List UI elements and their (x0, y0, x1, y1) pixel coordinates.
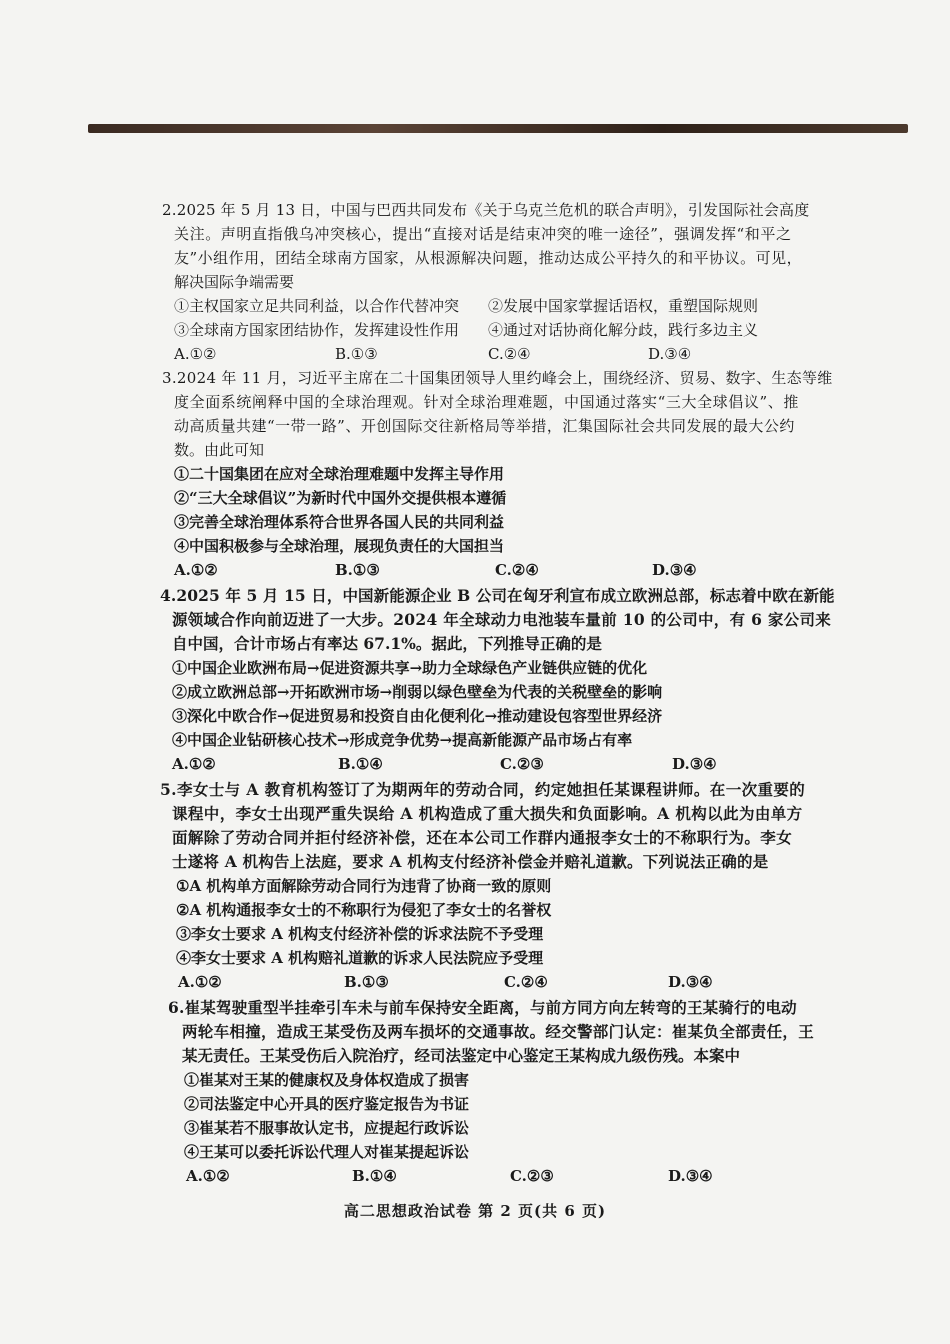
choice-c: C.②③ (500, 755, 544, 773)
statement-1: ①中国企业欧洲布局→促进资源共享→助力全球绿色产业链供应链的优化 (172, 659, 648, 677)
statement-3: ③完善全球治理体系符合世界各国人民的共同利益 (174, 513, 505, 531)
question-stem-line: 4.2025 年 5 月 15 日，中国新能源企业 B 公司在匈牙利宣布成立欧洲总部，标志着中欧在新能 (160, 586, 835, 605)
statement-2: ②成立欧洲总部→开拓欧洲市场→削弱以绿色壁垒为代表的关税壁垒的影响 (172, 683, 663, 701)
statement-2: ②A 机构通报李女士的不称职行为侵犯了李女士的名誉权 (176, 901, 552, 919)
choice-d: D.③④ (668, 1167, 713, 1185)
question-stem-line: 3.2024 年 11 月，习近平主席在二十国集团领导人里约峰会上，围绕经济、贸易、数字、生态等维 (162, 369, 833, 387)
question-stem-line: 士遂将 A 机构告上法庭，要求 A 机构支付经济补偿金并赔礼道歉。下列说法正确的是 (172, 852, 769, 871)
question-stem-line: 关注。声明直指俄乌冲突核心，提出“直接对话是结束冲突的唯一途径”，强调发挥“和平之 (174, 225, 792, 243)
statement-1: ①主权国家立足共同利益，以合作代替冲突 (174, 297, 460, 315)
choice-c: C.②③ (510, 1167, 554, 1185)
statement-4: ④中国企业钻研核心技术→形成竞争优势→提高新能源产品市场占有率 (172, 731, 633, 749)
choice-b: B.①④ (352, 1167, 397, 1185)
statement-3: ③全球南方国家团结协作，发挥建设性作用 (174, 321, 460, 339)
question-stem-line: 某无责任。王某受伤后入院治疗，经司法鉴定中心鉴定王某构成九级伤残。本案中 (182, 1046, 741, 1065)
page-footer: 高二思想政治试卷 第 2 页(共 6 页) (343, 1202, 607, 1220)
choice-d: D.③④ (652, 561, 697, 579)
choice-a: A.①② (186, 1167, 230, 1185)
statement-2: ②发展中国家掌握话语权，重塑国际规则 (488, 297, 759, 315)
choice-d: D.③④ (672, 755, 717, 773)
choice-c: C.②④ (495, 561, 539, 579)
statement-1: ①二十国集团在应对全球治理难题中发挥主导作用 (174, 465, 505, 483)
choice-c: C.②④ (488, 345, 531, 363)
statement-2: ②司法鉴定中心开具的医疗鉴定报告为书证 (184, 1095, 470, 1113)
choice-b: B.①④ (338, 755, 383, 773)
statement-3: ③深化中欧合作→促进贸易和投资自由化便利化→推动建设包容型世界经济 (172, 707, 663, 725)
choice-a: A.①② (174, 561, 218, 579)
statement-3: ③李女士要求 A 机构支付经济补偿的诉求法院不予受理 (176, 925, 544, 943)
question-stem-line: 动高质量共建“一带一路”、开创国际交往新格局等举措，汇集国际社会共同发展的最大公约 (174, 417, 795, 435)
statement-1: ①A 机构单方面解除劳动合同行为违背了协商一致的原则 (176, 877, 552, 895)
statement-4: ④王某可以委托诉讼代理人对崔某提起诉讼 (184, 1143, 470, 1161)
choice-b: B.①③ (344, 973, 389, 991)
statement-4: ④通过对话协商化解分歧，践行多边主义 (488, 321, 759, 339)
choice-d: D.③④ (648, 345, 692, 363)
question-stem-line: 课程中，李女士出现严重失误给 A 机构造成了重大损失和负面影响。A 机构以此为由单方 (172, 804, 803, 823)
choice-a: A.①② (172, 755, 216, 773)
question-stem-line: 友”小组作用，团结全球南方国家，从根源解决问题，推动达成公平持久的和平协议。可见， (174, 249, 803, 267)
question-stem-line: 源领域合作向前迈进了一大步。2024 年全球动力电池装车量前 10 的公司中，有 6 家公司来 (172, 610, 832, 629)
statement-2: ②“三大全球倡议”为新时代中国外交提供根本遵循 (174, 489, 507, 507)
question-stem-line: 两轮车相撞，造成王某受伤及两车损坏的交通事故。经交警部门认定：崔某负全部责任，王 (182, 1022, 815, 1041)
choice-d: D.③④ (668, 973, 713, 991)
choice-a: A.①② (174, 345, 217, 363)
question-stem-line: 数。由此可知 (174, 441, 265, 459)
choice-b: B.①③ (335, 345, 378, 363)
statement-4: ④李女士要求 A 机构赔礼道歉的诉求人民法院应予受理 (176, 949, 544, 967)
statement-1: ①崔某对王某的健康权及身体权造成了损害 (184, 1071, 470, 1089)
question-stem-line: 5.李女士与 A 教育机构签订了为期两年的劳动合同，约定她担任某课程讲师。在一次重要的 (160, 780, 806, 799)
question-stem-line: 6.崔某驾驶重型半挂牵引车未与前车保持安全距离，与前方同方向左转弯的王某骑行的电动 (168, 998, 797, 1017)
question-stem-line: 2.2025 年 5 月 13 日，中国与巴西共同发布《关于乌克兰危机的联合声明》，引发国际社会高度 (162, 201, 810, 219)
choice-b: B.①③ (335, 561, 380, 579)
question-stem-line: 度全面系统阐释中国的全球治理观。针对全球治理难题，中国通过落实“三大全球倡议”、推 (174, 393, 799, 411)
question-stem-line: 自中国，合计市场占有率达 67.1%。据此，下列推导正确的是 (172, 634, 602, 653)
statement-3: ③崔某若不服事故认定书，应提起行政诉讼 (184, 1119, 470, 1137)
question-stem-line: 解决国际争端需要 (174, 273, 295, 291)
choice-a: A.①② (178, 973, 222, 991)
choice-c: C.②④ (504, 973, 548, 991)
question-stem-line: 面解除了劳动合同并拒付经济补偿，还在本公司工作群内通报李女士的不称职行为。李女 (172, 828, 793, 847)
statement-4: ④中国积极参与全球治理，展现负责任的大国担当 (174, 537, 505, 555)
